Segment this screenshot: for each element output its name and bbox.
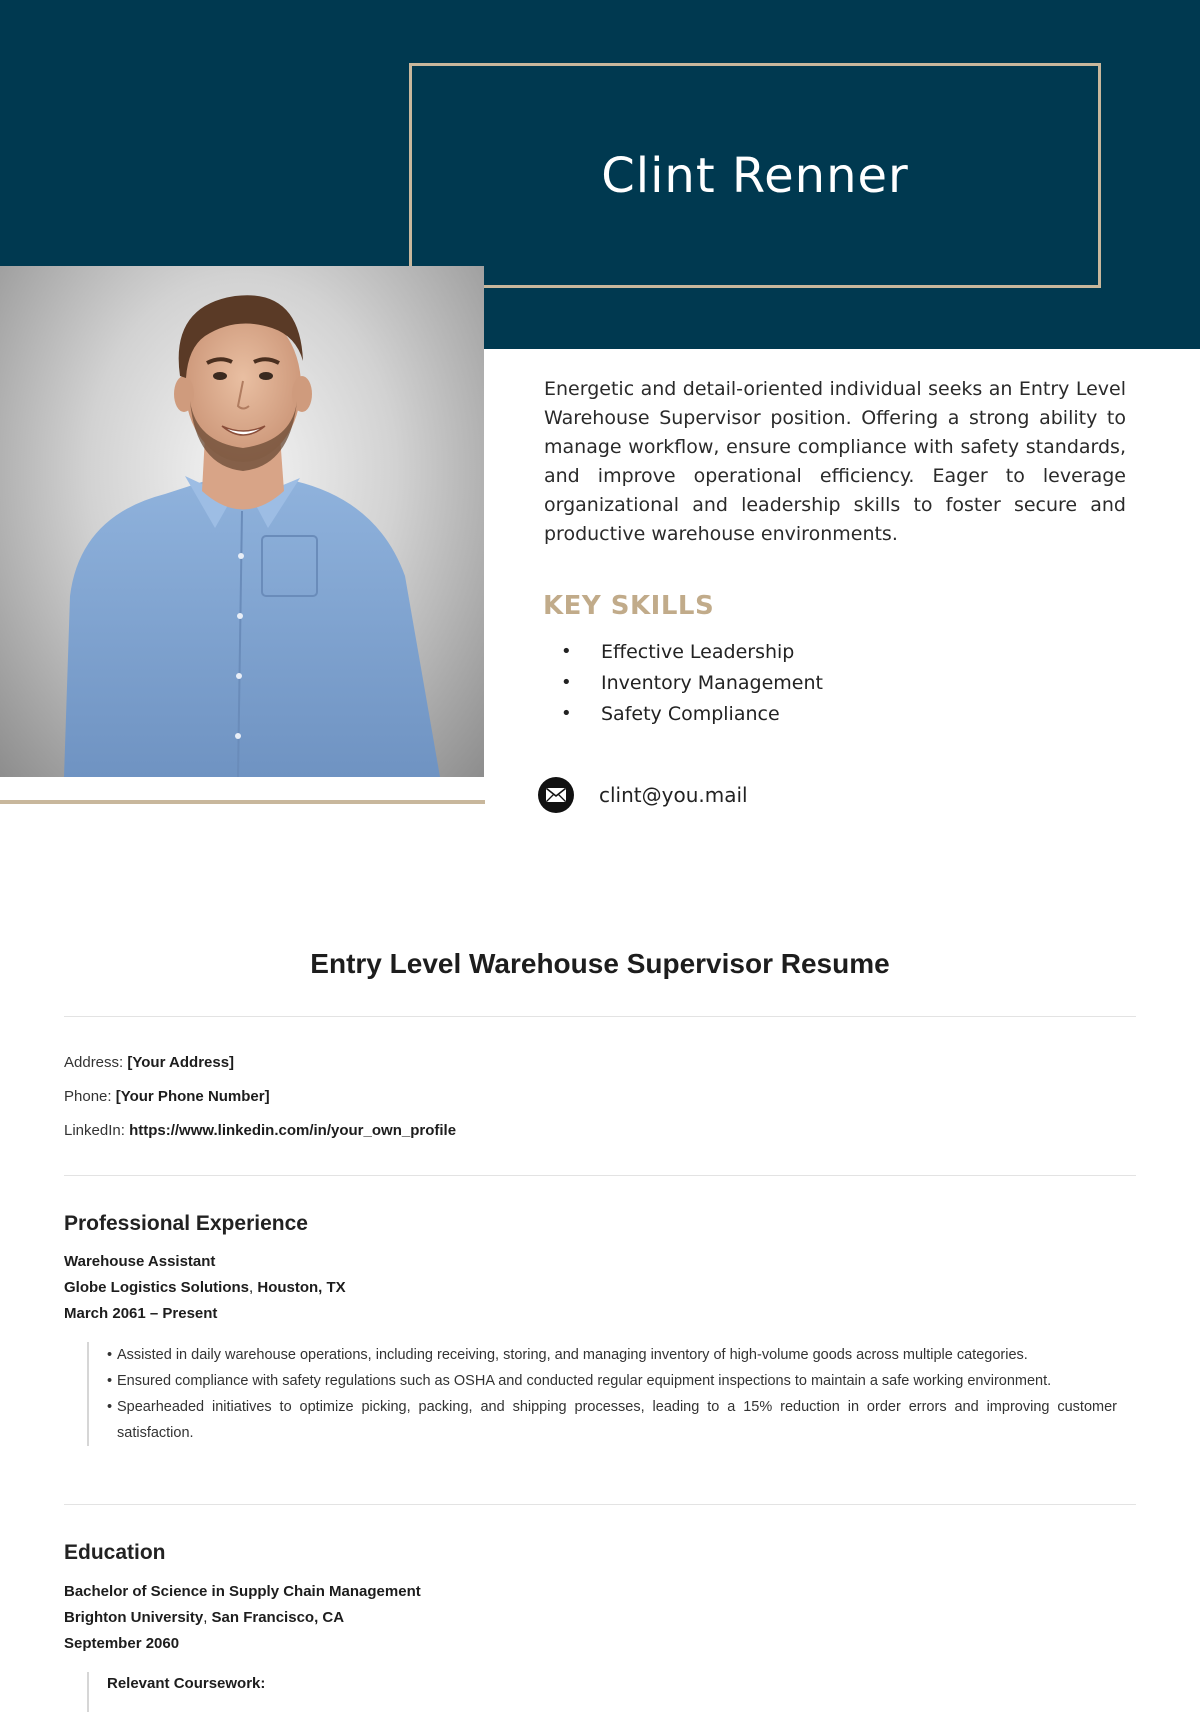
- job-employer-line: [64, 1278, 346, 1304]
- linkedin-link[interactable]: https://www.linkedin.com/in/your_own_profile: [129, 1122, 457, 1139]
- phone-value: [Your Phone Number]: [115, 1088, 270, 1105]
- linkedin-line: [64, 1121, 456, 1155]
- skill-label: Effective Leadership: [601, 641, 795, 663]
- education-details: [64, 1582, 421, 1660]
- person-illustration: [0, 266, 484, 777]
- envelope-icon: [538, 777, 574, 813]
- linkedin-label: LinkedIn:: [64, 1122, 125, 1139]
- candidate-name: Clint Renner: [601, 147, 909, 204]
- photo-underline: [0, 800, 485, 804]
- separator: ,: [249, 1279, 254, 1296]
- skill-item: [555, 638, 823, 669]
- company-name: Globe Logistics Solutions: [64, 1279, 250, 1296]
- divider: [64, 1175, 1136, 1176]
- profile-summary: Energetic and detail-oriented individual seeks an Entry Level Warehouse Supervisor position. Offering a strong ability to manage workflow, ensure compliance with safety standards, and improve operational efficiency. Eager to leverage organizational and leadership skills to foster secure and productive warehouse environments.: [544, 378, 1126, 545]
- bullet-icon: •: [561, 672, 572, 693]
- school-name: Brighton University: [64, 1609, 204, 1626]
- email-contact: [538, 777, 748, 813]
- divider: [64, 1016, 1136, 1017]
- graduation-date: September 2060: [64, 1635, 180, 1652]
- skill-label: Inventory Management: [601, 672, 823, 694]
- skill-item: [555, 669, 823, 700]
- contact-details: [64, 1053, 456, 1155]
- profile-photo: [0, 266, 484, 777]
- experience-bullets: [107, 1342, 1117, 1446]
- school-line: [64, 1608, 421, 1634]
- list-item: • Ensured compliance with safety regulations such as OSHA and conducted regular equipment inspections to maintain a safe working environment.: [107, 1368, 1117, 1394]
- list-item: • Assisted in daily warehouse operations, including receiving, storing, and managing inventory of high-volume goods across multiple categories.: [107, 1342, 1117, 1368]
- skill-label: Safety Compliance: [601, 703, 780, 725]
- address-line: [64, 1053, 456, 1087]
- education-heading: Education: [64, 1541, 166, 1564]
- document-title: Entry Level Warehouse Supervisor Resume: [310, 948, 890, 979]
- key-skills-heading: KEY SKILLS: [543, 591, 715, 621]
- address-value: [Your Address]: [127, 1054, 235, 1071]
- job-title: Warehouse Assistant: [64, 1253, 216, 1270]
- job-location: Houston, TX: [257, 1279, 346, 1296]
- phone-line: [64, 1087, 456, 1121]
- coursework-label: Relevant Coursework:: [107, 1675, 266, 1692]
- degree-title: Bachelor of Science in Supply Chain Management: [64, 1583, 421, 1600]
- school-location: San Francisco, CA: [211, 1609, 345, 1626]
- job-details: [64, 1252, 346, 1330]
- bullet-icon: •: [561, 641, 572, 662]
- coursework-block: [87, 1672, 265, 1712]
- phone-label: Phone:: [64, 1088, 112, 1105]
- skill-item: [555, 700, 823, 731]
- experience-bullets-block: [87, 1342, 1117, 1446]
- key-skills-list: [555, 638, 823, 731]
- experience-heading: Professional Experience: [64, 1212, 308, 1235]
- address-label: Address:: [64, 1054, 124, 1071]
- divider: [64, 1504, 1136, 1505]
- name-frame: [409, 63, 1101, 288]
- bullet-icon: •: [561, 703, 572, 724]
- list-item: • Spearheaded initiatives to optimize picking, packing, and shipping processes, leading to a 15% reduction in order errors and improving customer satisfaction.: [107, 1394, 1117, 1446]
- separator: ,: [203, 1609, 208, 1626]
- email-link[interactable]: clint@you.mail: [599, 783, 748, 807]
- job-dates: March 2061 – Present: [64, 1305, 218, 1322]
